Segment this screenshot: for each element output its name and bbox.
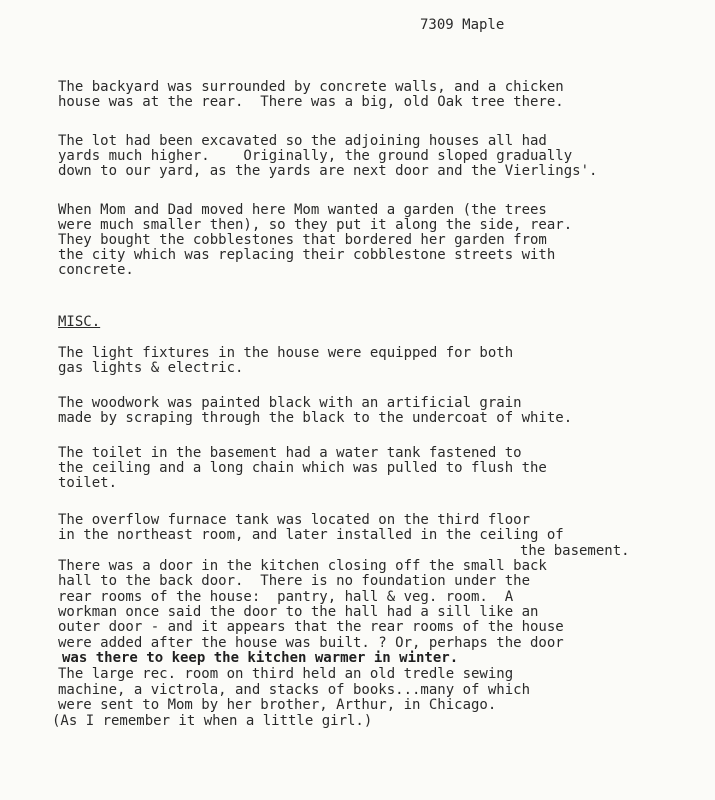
text-line: were sent to Mom by her brother, Arthur, in Chicago. (58, 697, 497, 713)
text-line: toilet. (58, 475, 118, 491)
text-line: the ceiling and a long chain which was pulled to flush the (58, 460, 547, 476)
text-line: hall to the back door. There is no foundation under the (58, 573, 531, 589)
text-line: (As I remember it when a little girl.) (52, 713, 373, 729)
text-line: The lot had been excavated so the adjoining houses all had (58, 133, 547, 149)
text-line: was there to keep the kitchen warmer in winter. (62, 650, 459, 666)
text-line: the basement. (520, 543, 630, 559)
text-line: the city which was replacing their cobblestone streets with (58, 247, 556, 263)
text-line: The large rec. room on third held an old tredle sewing (58, 666, 514, 682)
address-header: 7309 Maple (420, 17, 505, 33)
text-line: gas lights & electric. (58, 360, 244, 376)
text-line: yards much higher. Originally, the ground sloped gradually (58, 148, 573, 164)
text-line: were added after the house was built. ? Or, perhaps the door (58, 635, 564, 651)
text-line: The backyard was surrounded by concrete walls, and a chicken (58, 79, 564, 95)
text-line: They bought the cobblestones that bordered her garden from (58, 232, 547, 248)
section-heading: MISC. (58, 314, 101, 330)
text-line: in the northeast room, and later installed in the ceiling of (58, 527, 564, 543)
text-line: When Mom and Dad moved here Mom wanted a garden (the trees (58, 202, 547, 218)
text-line: concrete. (58, 262, 134, 278)
text-line: rear rooms of the house: pantry, hall & veg. room. A (58, 589, 514, 605)
text-line: The overflow furnace tank was located on the third floor (58, 512, 531, 528)
text-line: machine, a victrola, and stacks of books...many of which (58, 682, 531, 698)
text-line: were much smaller then), so they put it along the side, rear. (58, 217, 573, 233)
text-line: down to our yard, as the yards are next door and the Vierlings'. (58, 163, 598, 179)
text-line: house was at the rear. There was a big, old Oak tree there. (58, 94, 564, 110)
text-line: made by scraping through the black to the undercoat of white. (58, 410, 573, 426)
text-line: The light fixtures in the house were equipped for both (58, 345, 514, 361)
text-line: The woodwork was painted black with an artificial grain (58, 395, 522, 411)
text-line: There was a door in the kitchen closing off the small back (58, 558, 547, 574)
text-line: workman once said the door to the hall had a sill like an (58, 604, 539, 620)
text-line: outer door - and it appears that the rear rooms of the house (58, 619, 564, 635)
text-line: The toilet in the basement had a water tank fastened to (58, 445, 522, 461)
